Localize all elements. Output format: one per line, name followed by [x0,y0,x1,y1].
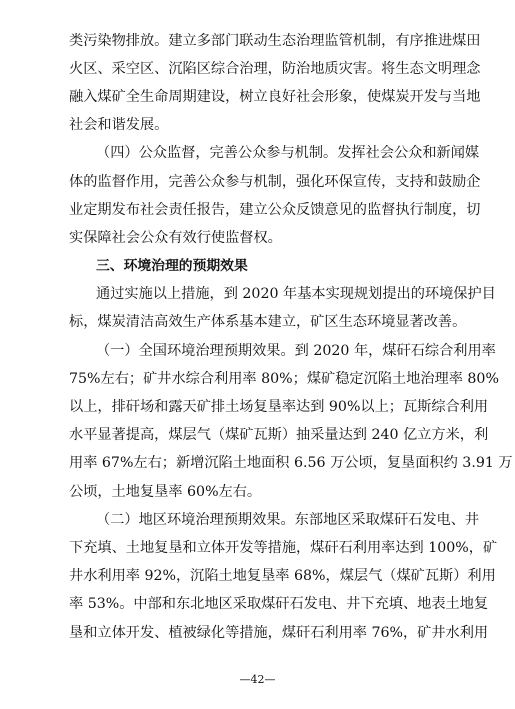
paragraph-line: 业定期发布社会责任报告，建立公众反馈意见的监督执行制度，切 [69,202,481,218]
paragraph-line: 融入煤矿全生命周期建设，树立良好社会形象，使煤炭开发与当地 [69,89,481,105]
paragraph-line: 火区、采空区、沉陷区综合治理，防治地质灾害。将生态文明理念 [69,61,481,77]
paragraph-line: （二）地区环境治理预期效果。东部地区采取煤矸石发电、井 [96,512,480,528]
paragraph-line: （四）公众监督，完善公众参与机制。发挥社会公众和新闻媒 [96,145,480,161]
paragraph-line: 用率 67%左右；新增沉陷土地面积 6.56 万公顷，复垦面积约 3.91 万 [69,455,513,471]
paragraph-line: 公顷，土地复垦率 60%左右。 [69,484,262,500]
paragraph-line: 下充填、土地复垦和立体开发等措施，煤矸石利用率达到 100%，矿 [69,540,498,556]
paragraph-line: 75%左右；矿井水综合利用率 80%；煤矿稳定沉陷土地治理率 80% [69,371,499,387]
paragraph-line: 垦和立体开发、植被绿化等措施，煤矸石利用率 76%，矿井水利用 [69,625,489,641]
paragraph-line: （一）全国环境治理预期效果。到 2020 年，煤矸石综合利用率 [96,343,496,359]
paragraph-line: 标，煤炭清洁高效生产体系基本建立，矿区生态环境显著改善。 [69,314,467,330]
paragraph-line: 通过实施以上措施，到 2020 年基本实现规划提出的环境保护目 [96,286,496,302]
paragraph-line: 井水利用率 92%，沉陷土地复垦率 68%，煤层气（煤矿瓦斯）利用 [69,568,496,584]
paragraph-line: 类污染物排放。建立多部门联动生态治理监管机制，有序推进煤田 [69,33,481,49]
section-heading: 三、环境治理的预期效果 [96,258,248,274]
paragraph-line: 水平显著提高，煤层气（煤矿瓦斯）抽采量达到 240 亿立方米，利 [69,427,489,443]
page-number: —42— [239,673,276,686]
paragraph-line: 体的监督作用，完善公众参与机制，强化环保宣传，支持和鼓励企 [69,174,481,190]
paragraph-line: 实保障社会公众有效行使监督权。 [69,230,282,246]
paragraph-line: 以上，排矸场和露天矿排土场复垦率达到 90%以上；瓦斯综合利用 [69,399,489,415]
paragraph-line: 率 53%。中部和东北地区采取煤矸石发电、井下充填、地表土地复 [69,596,489,612]
paragraph-line: 社会和谐发展。 [69,117,169,133]
